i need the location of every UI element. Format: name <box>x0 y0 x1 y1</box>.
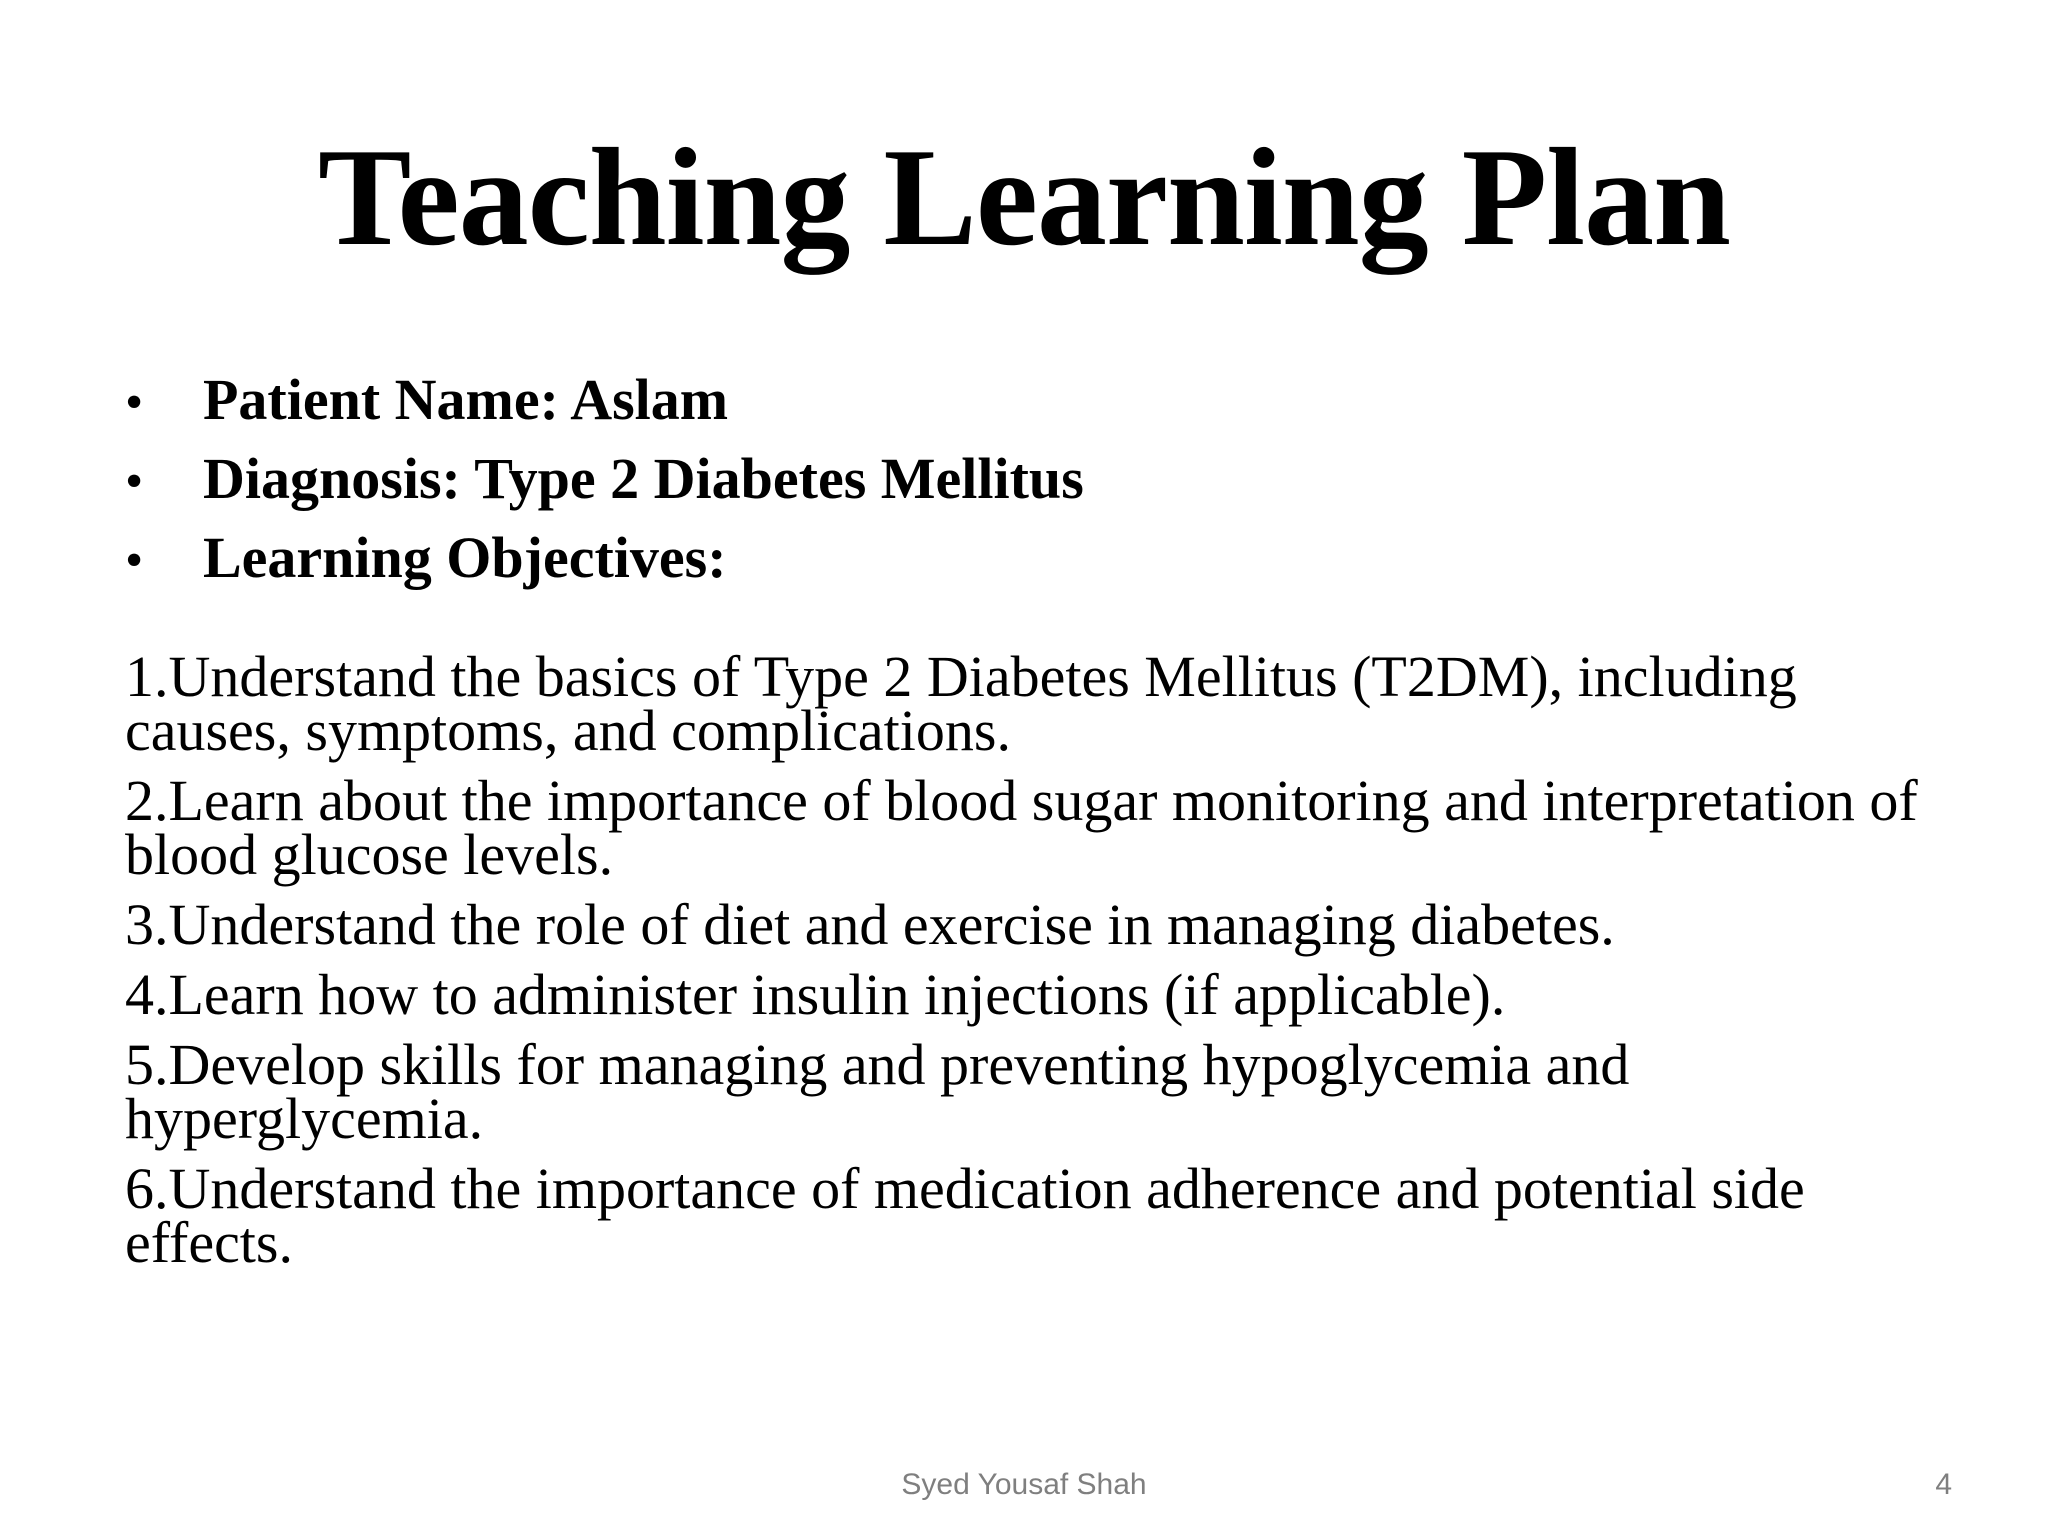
bullet-text: Learning Objectives: <box>203 525 727 590</box>
objective-item: 4.Learn how to administer insulin injections (if applicable). <box>125 962 1506 1027</box>
bullet-marker: • <box>125 532 144 589</box>
bullet-text: Diagnosis: Type 2 Diabetes Mellitus <box>203 446 1084 511</box>
bullet-marker: • <box>125 453 144 510</box>
slide-title: Teaching Learning Plan <box>318 120 1730 275</box>
bullet-item-diagnosis <box>125 441 1925 520</box>
bullet-list <box>125 362 1925 599</box>
objective-item: 6.Understand the importance of medication adherence and potential side effects. <box>125 1156 1805 1275</box>
bullet-item-patient-name <box>125 362 1925 441</box>
footer-author: Syed Yousaf Shah <box>901 1468 1147 1501</box>
bullet-item-learning-objectives <box>125 520 1925 599</box>
objective-item: 5.Develop skills for managing and preventing hypoglycemia and hyperglycemia. <box>125 1032 1630 1151</box>
objectives-list <box>125 644 1925 1286</box>
objective-item: 1.Understand the basics of Type 2 Diabetes Mellitus (T2DM), including causes, symptoms, and complications. <box>125 644 1797 763</box>
bullet-marker: • <box>125 374 144 431</box>
objective-item: 3.Understand the role of diet and exercise in managing diabetes. <box>125 892 1615 957</box>
bullet-text: Patient Name: Aslam <box>203 367 729 432</box>
page-number: 4 <box>1935 1468 1952 1501</box>
objective-item: 2.Learn about the importance of blood sugar monitoring and interpretation of blood glucose levels. <box>125 768 1918 887</box>
